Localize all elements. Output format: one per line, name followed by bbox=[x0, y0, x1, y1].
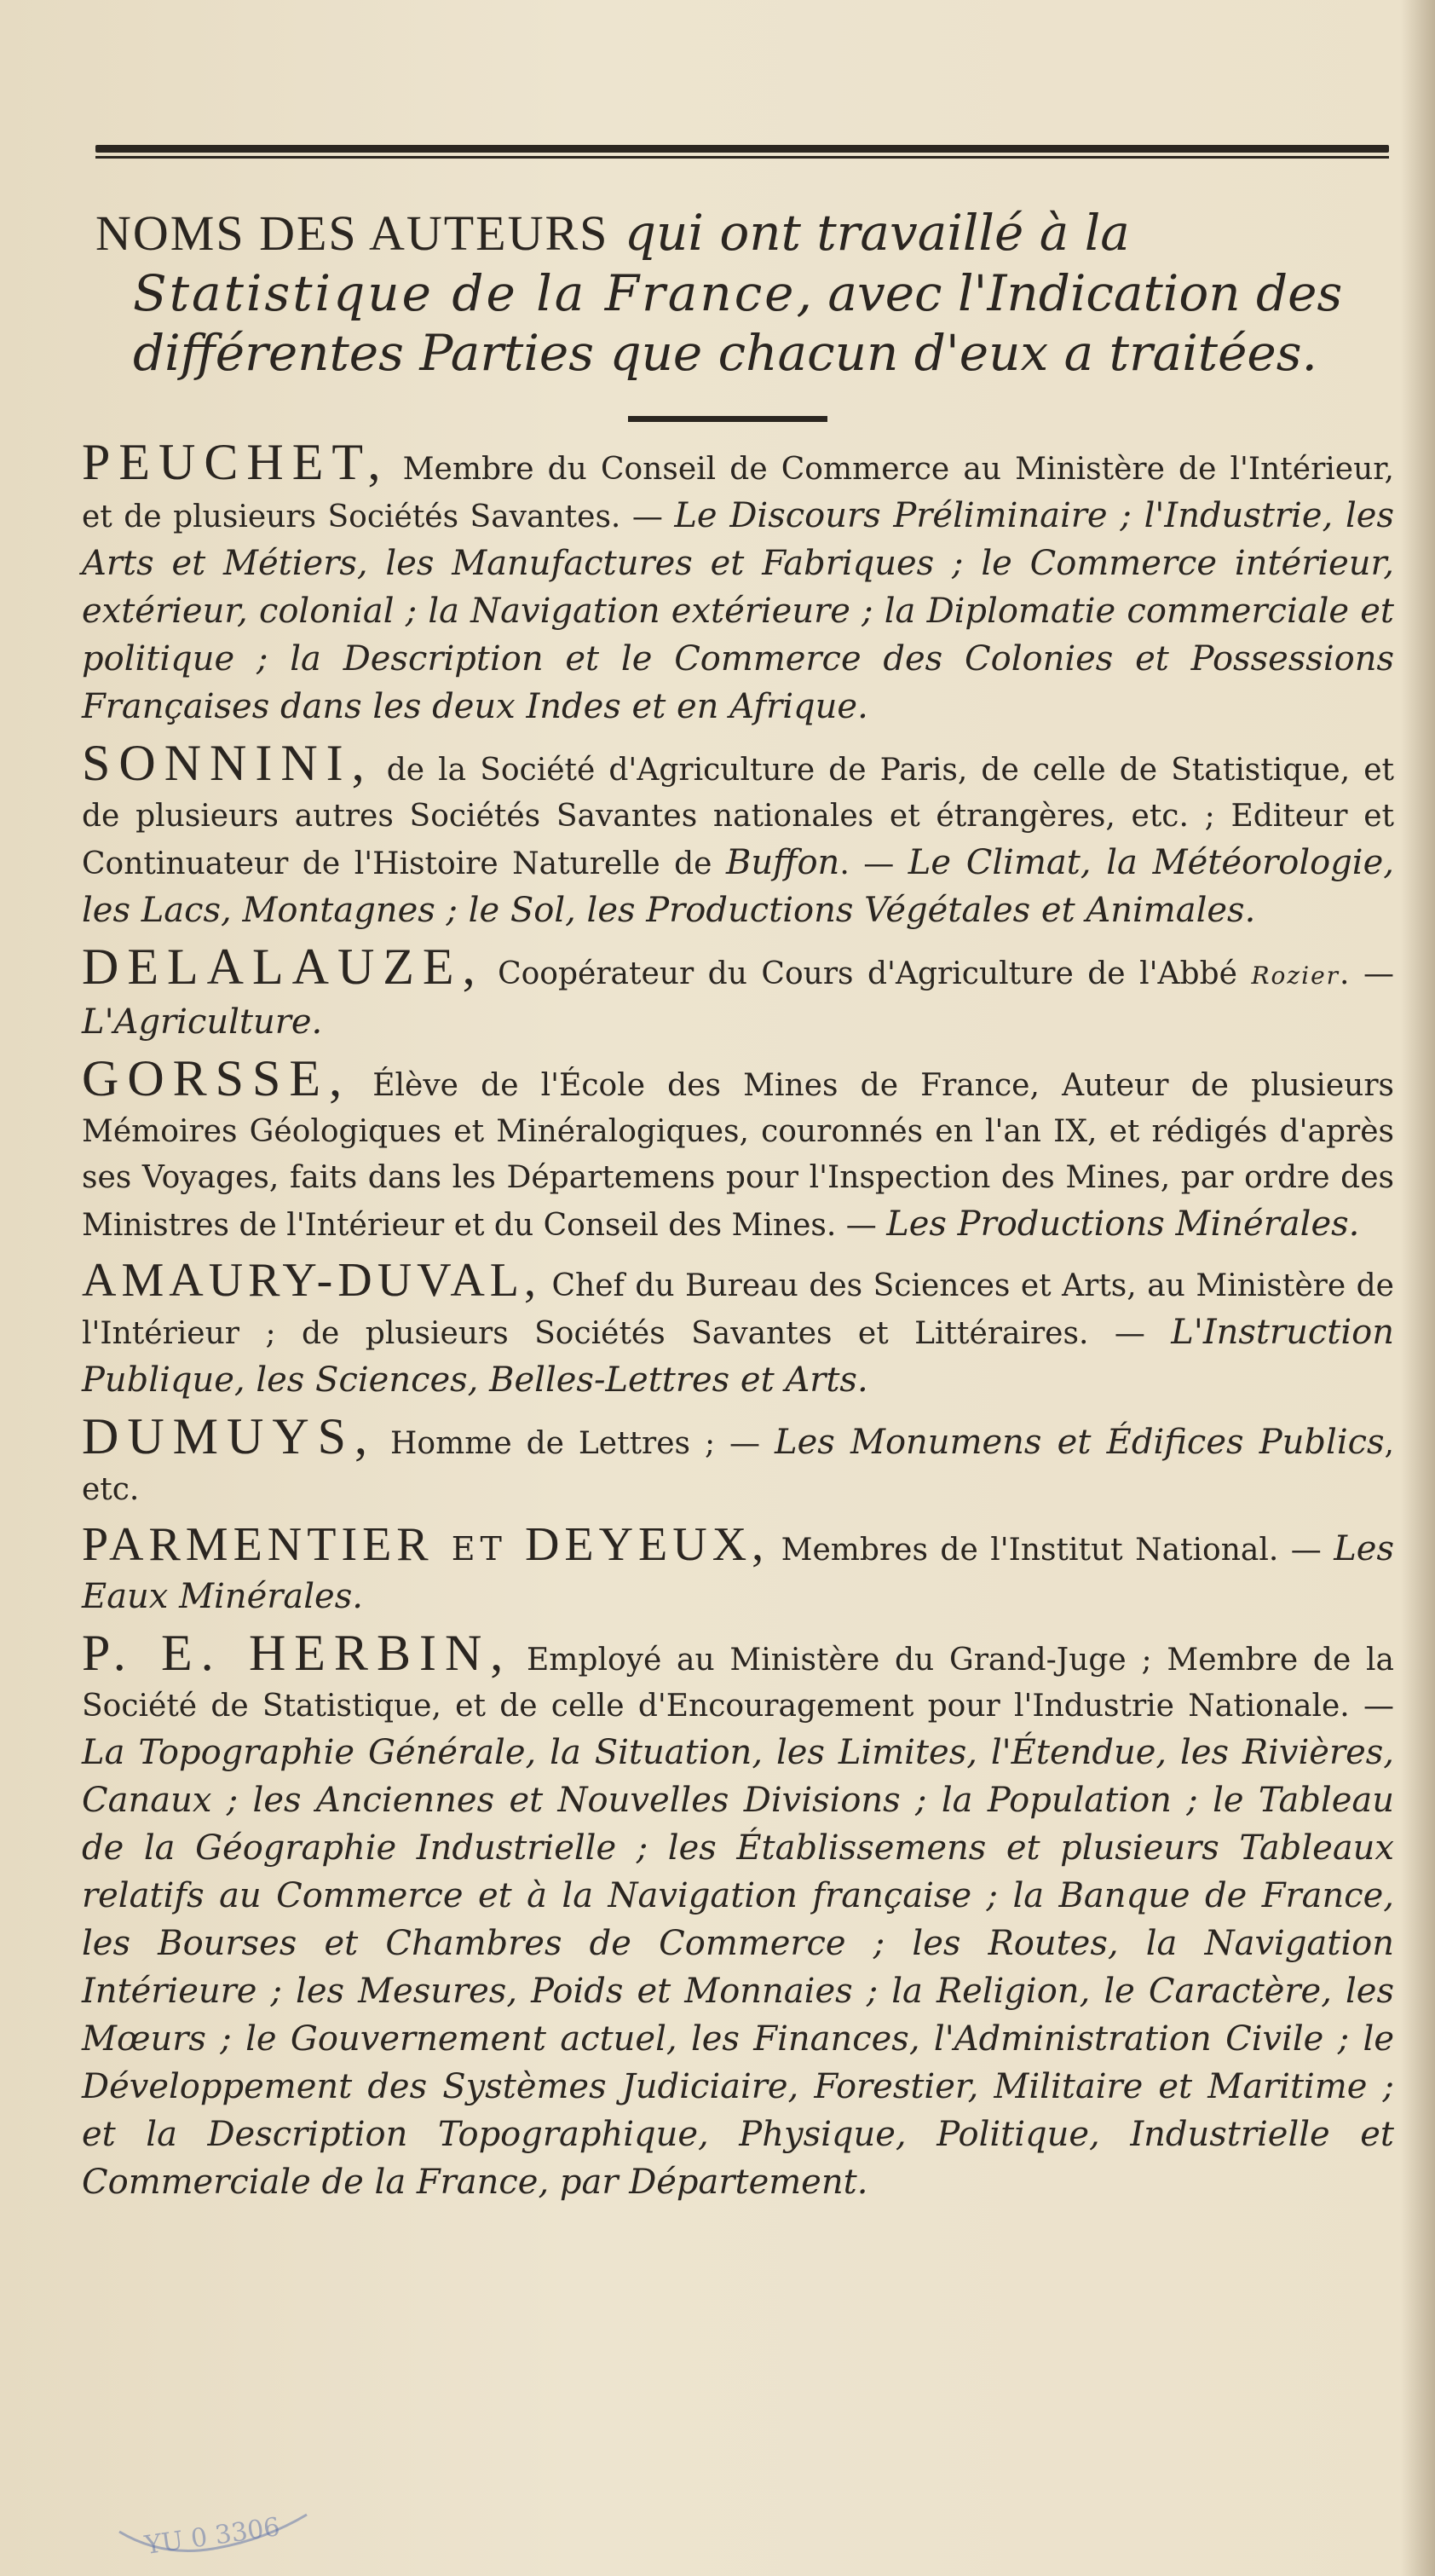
library-stamp bbox=[111, 2498, 315, 2566]
author-title: Membre du Conseil de Commerce au Ministère de l'Intérieur, et de plusieurs Sociétés Savantes. — bbox=[82, 452, 1394, 534]
author-title-italic: Buffon bbox=[725, 843, 840, 882]
author-entry-gorsse bbox=[82, 1050, 1394, 1249]
author-title: Coopérateur du Cours d'Agriculture de l'Abbé bbox=[483, 956, 1252, 991]
author-entry-parmentier-deyeux bbox=[82, 1518, 1394, 1621]
top-rule-thin bbox=[95, 156, 1389, 159]
author-name: PARMENTIER bbox=[82, 1518, 434, 1571]
heading-small-caps: Statistique de la France bbox=[133, 264, 797, 322]
author-works: Le Discours Préliminaire ; l'Industrie, les Arts et Métiers, les Manufactures et Fabriques ; le Commerce intérieur, extérieur, colonial ; la Navigation extérieure ; la Diplomatie commerciale et politique ; la Description et le Commerce des Colonies et Possessions Françaises dans les deux Indes et en Afrique. bbox=[82, 496, 1394, 726]
author-name: SONNINI, bbox=[82, 735, 373, 791]
author-name: DELALAUZE, bbox=[82, 939, 484, 995]
author-name-2: DEYEUX, bbox=[524, 1518, 769, 1571]
heading-line-1 bbox=[95, 203, 1408, 263]
author-entry-amaury-duval bbox=[82, 1254, 1394, 1405]
author-title: Élève de l'École des Mines de France, Auteur de plusieurs Mémoires Géologiques et Minéralogiques, couronnés en l'an IX, et rédigés d'après ses Voyages, faits dans les Départemens pour l'Inspection des Mines, par ordre des Ministres de l'Intérieur et du Conseil des Mines. — bbox=[82, 1068, 1394, 1243]
author-works-end: , etc. bbox=[82, 1426, 1394, 1507]
heading-italic: qui ont travaillé à la bbox=[608, 204, 1130, 262]
author-name: GORSSE, bbox=[82, 1050, 351, 1106]
heading-line-2 bbox=[95, 263, 1408, 323]
center-rule bbox=[628, 416, 827, 422]
page-heading bbox=[95, 203, 1408, 383]
author-name: P. E. HERBIN, bbox=[82, 1625, 512, 1681]
author-name-conjunction: ET bbox=[433, 1530, 525, 1568]
author-works: Les Eaux Minérales. bbox=[82, 1529, 1394, 1616]
author-works: Le Climat, la Météorologie, les Lacs, Montagnes ; le Sol, les Productions Végétales et Animales. bbox=[82, 843, 1394, 930]
author-name: DUMUYS, bbox=[82, 1408, 377, 1464]
heading-caps: NOMS DES AUTEURS bbox=[95, 205, 609, 261]
author-works: L'Agriculture. bbox=[82, 1002, 323, 1042]
author-title: Employé au Ministère du Grand-Juge ; Membre de la Société de Statistique, et de celle d'Encouragement pour l'Industrie Nationale. — bbox=[82, 1643, 1394, 1724]
page-gutter-shadow bbox=[1401, 0, 1435, 2576]
author-list bbox=[82, 434, 1394, 2215]
stamp-text: YU 0 3306 bbox=[142, 2512, 282, 2562]
author-entry-peuchet bbox=[82, 434, 1394, 731]
author-title: Membres de l'Institut National. — bbox=[769, 1533, 1334, 1568]
author-name: AMAURY-DUVAL, bbox=[82, 1254, 542, 1307]
heading-line-3: différentes Parties que chacun d'eux a traitées. bbox=[133, 324, 1317, 382]
author-title: Chef du Bureau des Sciences et Arts, au Ministère de l'Intérieur ; de plusieurs Sociétés Savantes et Littéraires. — bbox=[82, 1268, 1394, 1351]
author-title-end: . — bbox=[839, 846, 908, 881]
top-double-rule bbox=[95, 145, 1389, 159]
heading-italic-2: , avec l'Indication des bbox=[796, 264, 1343, 322]
author-title: de la Société d'Agriculture de Paris, de celle de Statistique, et de plusieurs autres Sociétés Savantes nationales et étrangères, etc. ; Editeur et Continuateur de l'Histoire Naturelle de bbox=[82, 753, 1394, 881]
author-works: Les Monumens et Édifices Publics bbox=[775, 1423, 1385, 1462]
author-entry-sonnini bbox=[82, 735, 1394, 935]
author-works: L'Instruction Publique, les Sciences, Belles-Lettres et Arts. bbox=[82, 1313, 1394, 1400]
author-title-small-caps: Rozier bbox=[1251, 962, 1340, 990]
author-entry-dumuys bbox=[82, 1408, 1394, 1513]
author-entry-delalauze bbox=[82, 939, 1394, 1047]
top-rule-thick bbox=[95, 145, 1389, 153]
author-title-end: . — bbox=[1340, 956, 1394, 991]
author-works: Les Productions Minérales. bbox=[886, 1204, 1360, 1244]
author-title: Homme de Lettres ; — bbox=[376, 1426, 775, 1461]
author-name: PEUCHET, bbox=[82, 434, 389, 490]
author-entry-herbin bbox=[82, 1625, 1394, 2207]
author-works: La Topographie Générale, la Situation, les Limites, l'Étendue, les Rivières, Canaux ; les Anciennes et Nouvelles Divisions ; la Population ; le Tableau de la Géographie Industrielle ; les Établissemens et plusieurs Tableaux relatifs au Commerce et à la Navigation française ; la Banque de France, les Bourses et Chambres de Commerce ; les Routes, la Navigation Intérieure ; les Mesures, Poids et Monnaies ; la Religion, le Caractère, les Mœurs ; le Gouvernement actuel, les Finances, l'Administration Civile ; le Développement des Systèmes Judiciaire, Forestier, Militaire et Maritime ; et la Description Topographique, Physique, Politique, Industrielle et Commerciale de la France, par Département. bbox=[82, 1733, 1394, 2202]
